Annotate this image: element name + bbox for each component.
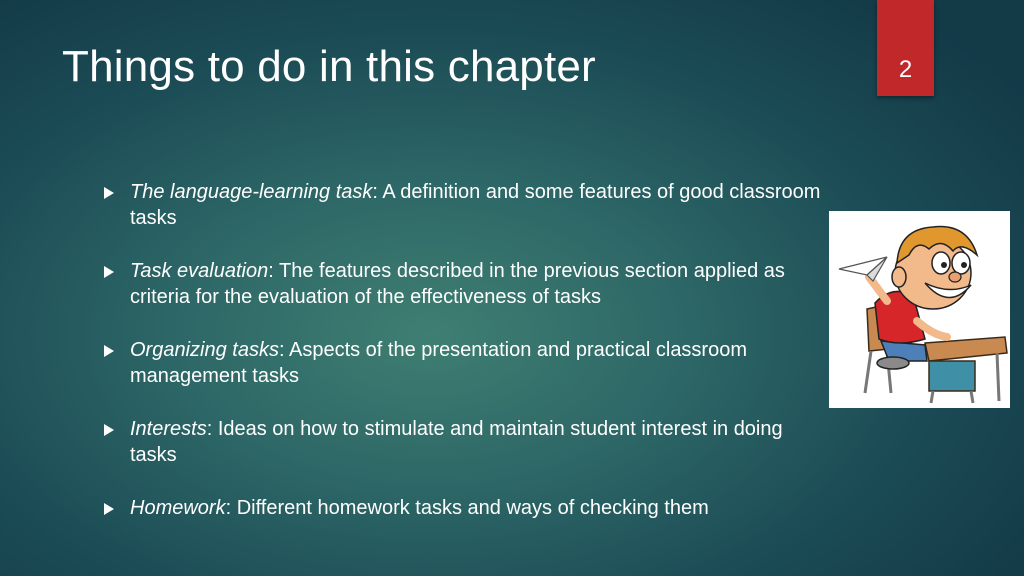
bullet-text: Ideas on how to stimulate and maintain student interest in doing tasks [130,418,783,466]
slide-title: Things to do in this chapter [62,42,596,91]
triangle-bullet-icon [104,503,114,515]
page-number: 2 [898,56,913,83]
triangle-bullet-icon [104,187,114,199]
triangle-bullet-icon [104,345,114,357]
page-number-tab [877,0,934,96]
boy-paper-airplane-clipart [829,211,1010,408]
bullet-term: Task evaluation [130,260,269,282]
bullet-term: Interests [130,418,207,440]
bullet-item [104,495,834,521]
bullet-item [104,258,834,310]
bullet-item [104,179,834,231]
bullet-item [104,416,834,468]
bullet-separator: : [268,260,280,282]
bullet-separator: : [278,339,289,361]
bullet-term: Organizing tasks [130,339,279,361]
bullet-separator: : [206,418,218,440]
bullet-text: Aspects of the presentation and practical classroom management tasks [130,339,748,387]
bullet-text: A definition and some features of good classroom tasks [130,181,821,229]
bullet-text: The features described in the previous section applied as criteria for the evaluation of the effectiveness of tasks [130,260,785,308]
bullet-item [104,337,834,389]
bullet-term: Homework [130,497,226,519]
bullet-list [104,179,834,548]
bullet-separator: : [372,181,383,203]
triangle-bullet-icon [104,424,114,436]
bullet-term: The language-learning task [130,181,373,203]
bullet-text: Different homework tasks and ways of checking them [236,497,709,519]
bullet-separator: : [225,497,237,519]
triangle-bullet-icon [104,266,114,278]
